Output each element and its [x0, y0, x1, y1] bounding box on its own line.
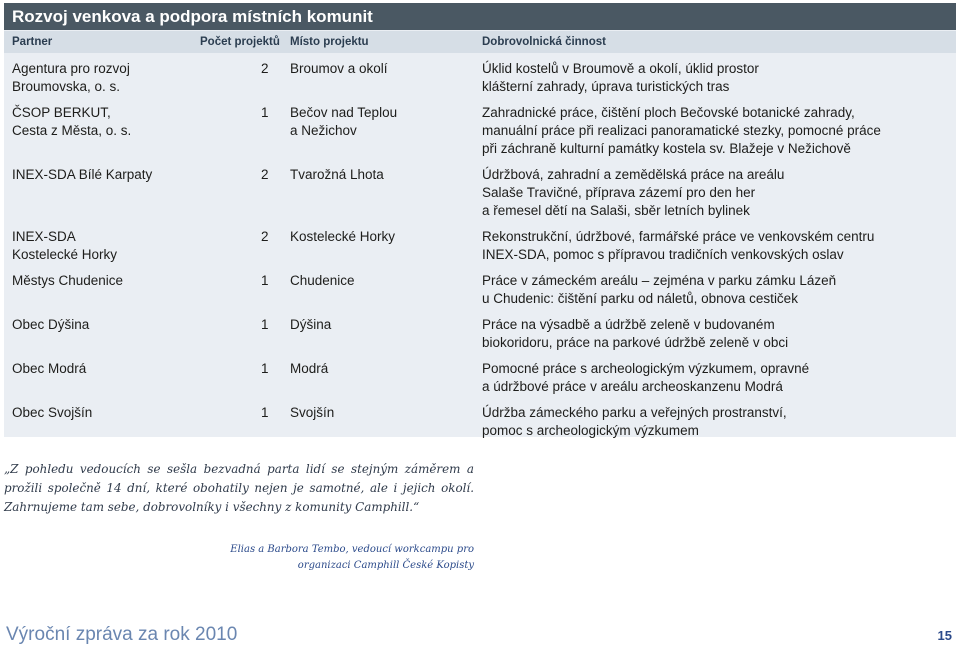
- place-cell: [290, 166, 480, 184]
- footer-title: Výroční zpráva za rok 2010: [6, 624, 238, 645]
- activity-cell-line: klášterní zahrady, úprava turistických tras: [482, 79, 730, 94]
- place-cell-line: Chudenice: [290, 273, 355, 288]
- activity-cell: [482, 316, 952, 352]
- activity-cell-line: Úklid kostelů v Broumově a okolí, úklid prostor: [482, 61, 759, 76]
- partner-cell: [12, 104, 202, 140]
- activity-cell: [482, 360, 952, 396]
- activity-cell: [482, 60, 952, 96]
- place-cell: [290, 404, 480, 422]
- column-header-count: Počet projektů: [200, 36, 280, 48]
- activity-cell-line: Údržba zámeckého parku a veřejných prostranství,: [482, 405, 787, 420]
- place-cell: [290, 272, 480, 290]
- count-cell: 2: [261, 61, 269, 76]
- activity-cell: [482, 404, 952, 440]
- count-cell: 1: [261, 361, 269, 376]
- place-cell-line: Tvarožná Lhota: [290, 167, 384, 182]
- table-row: [4, 228, 956, 264]
- table-row: [4, 272, 956, 308]
- place-cell-line: Bečov nad Teplou: [290, 105, 398, 120]
- partner-cell-line: Agentura pro rozvoj: [12, 61, 130, 76]
- count-cell: 2: [261, 167, 269, 182]
- count-cell: 1: [261, 105, 269, 120]
- partner-cell: [12, 60, 202, 96]
- place-cell-line: a Nežichov: [290, 123, 357, 138]
- activity-cell-line: při záchraně kulturní památky kostela sv. Blažeje v Nežichově: [482, 141, 851, 156]
- partner-cell-line: Cesta z Města, o. s.: [12, 123, 132, 138]
- activity-cell: [482, 228, 952, 264]
- activity-cell: [482, 166, 952, 220]
- activity-cell-line: Práce na výsadbě a údržbě zeleně v budovaném: [482, 317, 775, 332]
- partner-cell-line: Obec Dýšina: [12, 317, 90, 332]
- place-cell-line: Modrá: [290, 361, 329, 376]
- place-cell-line: Kostelecké Horky: [290, 229, 396, 244]
- activity-cell-line: Pomocné práce s archeologickým výzkumem, opravné: [482, 361, 810, 376]
- column-header-partner: Partner: [12, 36, 53, 48]
- table-row: [4, 60, 956, 96]
- table-row: [4, 316, 956, 352]
- partner-cell-line: Obec Modrá: [12, 361, 87, 376]
- partner-cell-line: INEX-SDA: [12, 229, 76, 244]
- activity-cell-line: a řemesel dětí na Salaši, sběr letních bylinek: [482, 203, 750, 218]
- activity-cell: [482, 104, 952, 158]
- partner-cell: [12, 316, 202, 334]
- column-header-activity: Dobrovolnická činnost: [482, 36, 606, 48]
- activity-cell-line: INEX-SDA, pomoc s přípravou tradičních venkovských oslav: [482, 247, 844, 262]
- count-cell: 1: [261, 273, 269, 288]
- activity-cell-line: u Chudenic: čištění parku od náletů, obnova cestiček: [482, 291, 798, 306]
- place-cell: [290, 104, 480, 140]
- activity-cell-line: Práce v zámeckém areálu – zejména v parku zámku Lázeň: [482, 273, 837, 288]
- count-cell: 1: [261, 317, 269, 332]
- activity-cell-line: a údržbové práce v areálu archeoskanzenu Modrá: [482, 379, 783, 394]
- partner-cell-line: ČSOP BERKUT,: [12, 105, 111, 120]
- partner-cell: [12, 228, 202, 264]
- activity-cell-line: Salaše Travičné, příprava zázemí pro den her: [482, 185, 756, 200]
- activity-cell-line: manuální práce při realizaci panoramatické stezky, pomocné práce: [482, 123, 881, 138]
- projects-table: [4, 3, 956, 437]
- section-title: Rozvoj venkova a podpora místních komunit: [4, 3, 956, 30]
- table-row: [4, 404, 956, 440]
- partner-cell: [12, 166, 202, 184]
- partner-cell-line: Broumovska, o. s.: [12, 79, 121, 94]
- activity-cell-line: pomoc s archeologickým výzkumem: [482, 423, 699, 438]
- place-cell: [290, 316, 480, 334]
- partner-cell: [12, 360, 202, 378]
- place-cell: [290, 60, 480, 78]
- partner-cell: [12, 404, 202, 422]
- quote-text: „Z pohledu vedoucích se sešla bezvadná parta lidí se stejným záměrem a prožili společně 14 dní, které obohatily nejen je samotné, ale i jejich okolí. Zahrnujeme tam sebe, dobrovolníky i všechny z komunity Camphill.“: [4, 462, 474, 514]
- count-cell: 2: [261, 229, 269, 244]
- partner-cell-line: Kostelecké Horky: [12, 247, 118, 262]
- page-number: 15: [937, 628, 952, 643]
- place-cell: [290, 228, 480, 246]
- activity-cell-line: biokoridoru, práce na parkové údržbě zeleně v obci: [482, 335, 789, 350]
- table-header: [4, 31, 956, 53]
- table-row: [4, 360, 956, 396]
- activity-cell-line: Údržbová, zahradní a zemědělská práce na areálu: [482, 167, 785, 182]
- partner-cell-line: Městys Chudenice: [12, 273, 124, 288]
- table-row: [4, 166, 956, 220]
- table-row: [4, 104, 956, 158]
- column-header-place: Místo projektu: [290, 36, 369, 48]
- count-cell: 1: [261, 405, 269, 420]
- activity-cell-line: Zahradnické práce, čištění ploch Bečovské botanické zahrady,: [482, 105, 855, 120]
- place-cell: [290, 360, 480, 378]
- place-cell-line: Svojšín: [290, 405, 335, 420]
- quote-author: Elias a Barbora Tembo, vedoucí workcampu pro organizaci Camphill České Kopisty: [230, 544, 474, 571]
- partner-cell: [12, 272, 202, 290]
- activity-cell: [482, 272, 952, 308]
- partner-cell-line: Obec Svojšín: [12, 405, 93, 420]
- place-cell-line: Broumov a okolí: [290, 61, 388, 76]
- partner-cell-line: INEX-SDA Bílé Karpaty: [12, 167, 153, 182]
- place-cell-line: Dýšina: [290, 317, 332, 332]
- activity-cell-line: Rekonstrukční, údržbové, farmářské práce ve venkovském centru: [482, 229, 875, 244]
